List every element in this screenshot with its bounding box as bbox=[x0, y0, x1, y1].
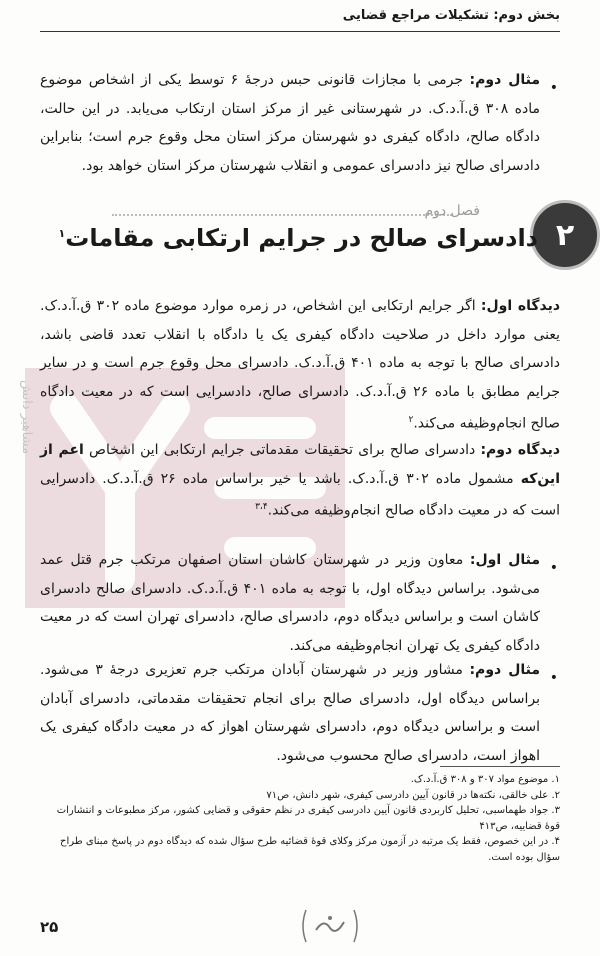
footnote-divider bbox=[440, 766, 560, 767]
bullet: • bbox=[549, 670, 558, 686]
example-label: مثال اول: bbox=[469, 552, 540, 568]
example-label: مثال دوم: bbox=[469, 662, 541, 678]
view-two-emphasis: اعم از این‌که bbox=[40, 442, 560, 487]
chapter-tag: فصل دوم bbox=[424, 203, 480, 219]
footnote-ref: ۳،۴ bbox=[255, 502, 268, 512]
side-brand-text: مشاهیر دانش bbox=[19, 380, 34, 455]
footnote-ref: ۱ bbox=[58, 227, 66, 240]
running-header: بخش دوم: تشکیلات مراجع قضایی bbox=[40, 8, 560, 32]
footnote: ۲. علی خالقی، نکته‌ها در قانون آیین دادرسی کیفری، شهر دانش، ص۷۱ bbox=[266, 789, 560, 801]
view-one-paragraph bbox=[40, 292, 560, 438]
example-paragraph bbox=[40, 66, 540, 180]
example-paragraph bbox=[40, 546, 540, 660]
footnote: ۱. موضوع مواد ۳۰۷ و ۳۰۸ ق.آ.د.ک. bbox=[410, 774, 560, 785]
view-two-label: دیدگاه دوم: bbox=[480, 442, 561, 458]
view-two-text-end: مشمول ماده ۳۰۲ ق.آ.د.ک. باشد یا خیر براساس ماده ۲۶ ق.آ.د.ک. دادسرایی است که در معیت دادگاه صالح انجام‌وظیفه می‌کند. bbox=[40, 470, 560, 519]
bullet: • bbox=[549, 80, 558, 96]
view-one-label: دیدگاه اول: bbox=[480, 298, 561, 314]
example-text: جرمی با مجازات قانونی حبس درجهٔ ۶ توسط یکی از اشخاص موضوع ماده ۳۰۸ ق.آ.د.ک. در شهرستانی غیر از مرکز استان ارتکاب می‌یابد. در این حالت، دادگاه صالح، دادگاه کیفری دو شهرستان مرکز استان محل وقوع جرم است؛ بنابراین دادسرای صالح نیز دادسرای عمومی و انقلاب شهرستان مرکز استان خواهد بود. bbox=[40, 72, 540, 174]
footnote: ۴. در این خصوص، فقط یک مرتبه در آزمون مرکز وکلای قوهٔ قضائیه طرح سؤال شده که دیدگاه دوم در پاسخ مبنای طراح سؤال بوده است. bbox=[60, 836, 560, 863]
chapter-number: ۲ bbox=[555, 217, 575, 253]
footer-ornament-logo bbox=[300, 906, 360, 946]
view-two-text: دادسرای صالح برای تحقیقات مقدماتی جرایم ارتکابی این اشخاص bbox=[83, 442, 476, 458]
example-paragraph bbox=[40, 656, 540, 770]
example-text: مشاور وزیر در شهرستان آبادان مرتکب جرم تعزیری درجهٔ ۳ می‌شود. براساس دیدگاه اول، دادسرای صالح برای انجام تحقیقات مقدماتی، دادسرای آبادان است و براساس دیدگاه دوم، دادسرای شهرستان اهواز که در معیت دادگاه کیفری یک اهواز است، دادسرای صالح محسوب می‌شود. bbox=[40, 662, 540, 764]
chapter-dots bbox=[112, 214, 452, 216]
example-text: معاون وزیر در شهرستان کاشان استان اصفهان مرتکب جرم قتل عمد می‌شود. براساس دیدگاه اول، با توجه به ماده ۴۰۱ ق.آ.د.ک. دادسرای صالح دادسرای کاشان است و براساس دیدگاه دوم، دادسرای صالح، دادسرای تهران است که در معیت دادگاه کیفری یک تهران انجام‌وظیفه می‌کند. bbox=[40, 552, 540, 654]
example-label: مثال دوم: bbox=[469, 72, 540, 88]
footnote-ref: ۲ bbox=[408, 415, 414, 425]
footnotes bbox=[40, 772, 560, 865]
footnote: ۳. جواد طهماسبی، تحلیل کاربردی قانون آیین دادرسی کیفری در نظم حقوقی و قضایی کشور، مرکز مطبوعات و انتشارات قوهٔ قضاییه، ص۴۱۳ bbox=[56, 805, 560, 832]
bullet: • bbox=[549, 560, 558, 576]
view-two-paragraph bbox=[40, 436, 560, 525]
page-number: ۲۵ bbox=[40, 918, 59, 936]
view-one-text: اگر جرایم ارتکابی این اشخاص، در زمره موارد موضوع ماده ۳۰۲ ق.آ.د.ک. یعنی موارد داخل در صلاحیت دادگاه کیفری یک یا دادگاه با انقلاب تعدد قاضی باشد، دادسرای صالح با توجه به ماده ۴۰۱ ق.آ.د.ک. دادسرای محل وقوع جرم است و در سایر جرایم مطابق با ماده ۲۶ ق.آ.د.ک. دادسرای صالح، دادسرایی است که در معیت دادگاه صالح انجام‌وظیفه می‌کند. bbox=[40, 298, 560, 432]
chapter-title bbox=[59, 224, 539, 252]
chapter-title-text: دادسرای صالح در جرایم ارتکابی مقامات bbox=[65, 224, 538, 252]
chapter-number-badge bbox=[530, 200, 600, 270]
